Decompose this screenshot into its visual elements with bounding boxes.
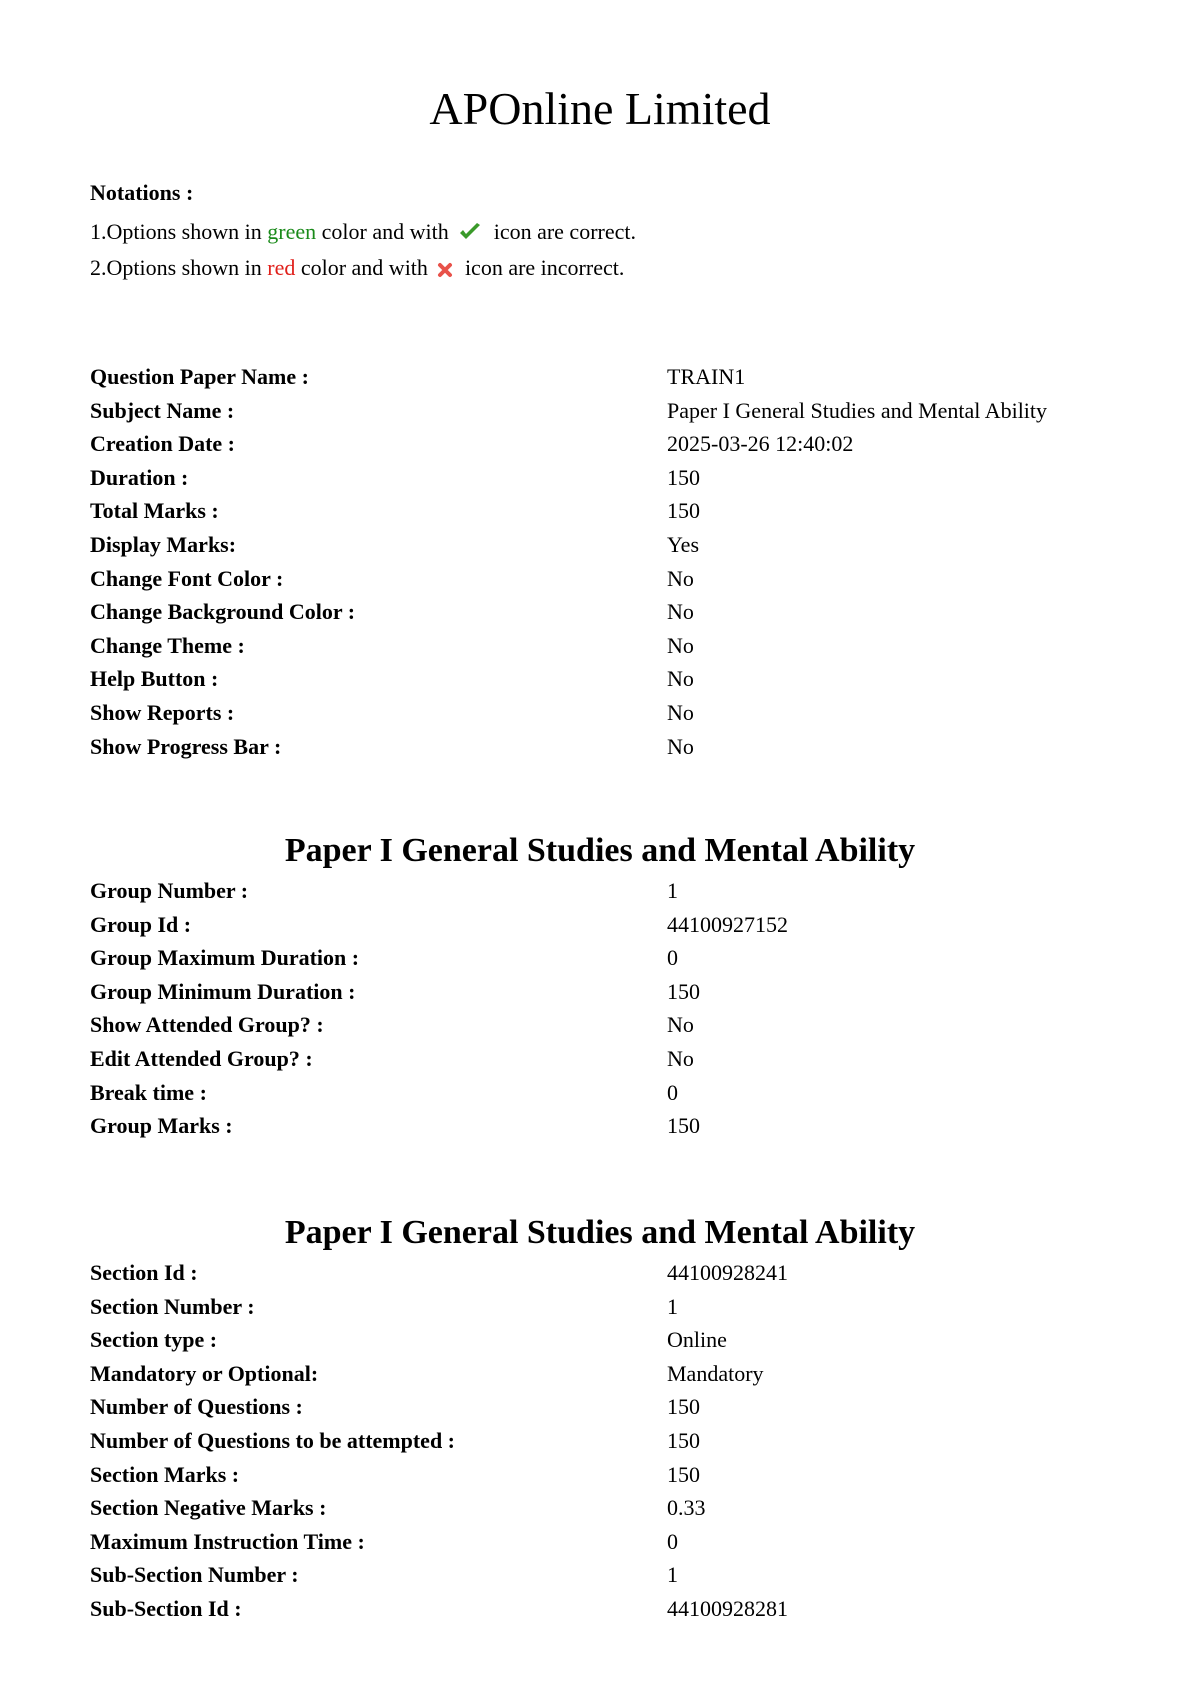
info-value: 1 [667, 1293, 678, 1319]
info-row [90, 1008, 1130, 1042]
document-title: APOnline Limited [429, 83, 771, 134]
info-label: Help Button : [90, 666, 219, 692]
section-heading: Paper I General Studies and Mental Ability [284, 1214, 916, 1251]
info-label: Show Attended Group? : [90, 1012, 324, 1038]
info-value: No [667, 666, 694, 692]
info-label: Sub-Section Id : [90, 1595, 242, 1621]
notation-correct-middle: color and with [316, 219, 455, 244]
green-word: green [267, 219, 317, 244]
paper-info-table [90, 360, 1130, 763]
info-row [90, 1323, 1130, 1357]
info-label: Sub-Section Number : [90, 1562, 299, 1588]
info-row [90, 1357, 1130, 1391]
notation-incorrect [90, 250, 636, 286]
info-value: No [667, 599, 694, 625]
info-value: No [667, 699, 694, 725]
notations-heading: Notations : [90, 180, 194, 205]
info-label: Break time : [90, 1079, 207, 1105]
info-label: Change Background Color : [90, 599, 356, 625]
info-label: Section Negative Marks : [90, 1495, 327, 1521]
section-info-table [90, 1256, 1130, 1626]
info-value: 150 [667, 978, 700, 1004]
notation-incorrect-prefix: 2.Options shown in [90, 255, 268, 280]
info-value: 150 [667, 498, 700, 524]
info-row [90, 595, 1130, 629]
info-row [90, 528, 1130, 562]
info-row [90, 730, 1130, 764]
info-label: Display Marks: [90, 531, 237, 557]
info-value: No [667, 733, 694, 759]
notation-correct-prefix: 1.Options shown in [90, 219, 268, 244]
info-row [90, 874, 1130, 908]
info-row [90, 394, 1130, 428]
info-row [90, 461, 1130, 495]
info-row [90, 562, 1130, 596]
info-value: 1 [667, 878, 678, 903]
info-label: Group Minimum Duration : [90, 978, 356, 1004]
info-value: 0.33 [667, 1495, 706, 1521]
info-row [90, 1424, 1130, 1458]
info-row [90, 662, 1130, 696]
info-label: Number of Questions to be attempted : [90, 1427, 456, 1453]
info-label: Show Progress Bar : [90, 733, 282, 759]
info-value: 44100927152 [667, 911, 788, 937]
info-value: No [667, 565, 694, 591]
info-row [90, 1558, 1130, 1592]
info-row [90, 941, 1130, 975]
info-label: Question Paper Name : [90, 364, 309, 389]
info-row [90, 1458, 1130, 1492]
info-row [90, 908, 1130, 942]
cross-icon [437, 253, 453, 289]
info-row [90, 1525, 1130, 1559]
info-row [90, 1390, 1130, 1424]
notation-correct-suffix: icon are correct. [488, 219, 636, 244]
info-value: No [667, 1045, 694, 1071]
info-label: Edit Attended Group? : [90, 1045, 313, 1071]
info-row [90, 1491, 1130, 1525]
info-value: 0 [667, 1079, 678, 1105]
info-value: 150 [667, 464, 700, 490]
info-row [90, 629, 1130, 663]
info-row [90, 1592, 1130, 1626]
info-label: Maximum Instruction Time : [90, 1528, 365, 1554]
info-value: No [667, 1012, 694, 1038]
info-value: No [667, 632, 694, 658]
notation-correct [90, 214, 636, 250]
info-row [90, 696, 1130, 730]
info-label: Group Marks : [90, 1113, 233, 1139]
info-label: Group Id : [90, 911, 192, 937]
info-label: Section Marks : [90, 1461, 240, 1487]
info-value: 150 [667, 1394, 700, 1420]
info-label: Duration : [90, 464, 189, 490]
info-value: TRAIN1 [667, 364, 746, 389]
info-value: Yes [667, 531, 700, 557]
info-label: Section Number : [90, 1293, 255, 1319]
info-value: 2025-03-26 12:40:02 [667, 431, 854, 457]
info-label: Change Theme : [90, 632, 245, 658]
info-row [90, 360, 1130, 394]
info-row [90, 975, 1130, 1009]
info-label: Change Font Color : [90, 565, 284, 591]
info-row [90, 1290, 1130, 1324]
info-row [90, 1042, 1130, 1076]
info-row [90, 1109, 1130, 1143]
info-row [90, 1256, 1130, 1290]
info-label: Subject Name : [90, 397, 235, 423]
info-value: 150 [667, 1113, 700, 1139]
info-label: Group Number : [90, 878, 249, 903]
group-info-table [90, 874, 1130, 1143]
info-value: 0 [667, 1528, 678, 1554]
info-value: Mandatory [667, 1360, 764, 1386]
info-row [90, 427, 1130, 461]
info-value: Online [667, 1327, 727, 1353]
info-value: 150 [667, 1427, 700, 1453]
info-label: Show Reports : [90, 699, 235, 725]
info-label: Section Id : [90, 1260, 198, 1285]
info-value: 44100928241 [667, 1260, 788, 1285]
info-label: Group Maximum Duration : [90, 945, 360, 971]
info-label: Number of Questions : [90, 1394, 303, 1420]
info-label: Section type : [90, 1327, 218, 1353]
info-label: Total Marks : [90, 498, 219, 524]
group-heading: Paper I General Studies and Mental Ability [284, 832, 916, 869]
notation-incorrect-middle: color and with [295, 255, 434, 280]
info-value: 1 [667, 1562, 678, 1588]
info-value: 44100928281 [667, 1595, 788, 1621]
notations-block [90, 178, 636, 286]
info-value: 0 [667, 945, 678, 971]
info-value: Paper I General Studies and Mental Ability [667, 397, 1048, 423]
notation-incorrect-suffix: icon are incorrect. [459, 255, 625, 280]
info-label: Mandatory or Optional: [90, 1360, 319, 1386]
info-value: 150 [667, 1461, 700, 1487]
info-label: Creation Date : [90, 431, 235, 457]
info-row [90, 494, 1130, 528]
info-row [90, 1076, 1130, 1110]
red-word: red [267, 255, 296, 280]
check-icon [458, 217, 482, 253]
